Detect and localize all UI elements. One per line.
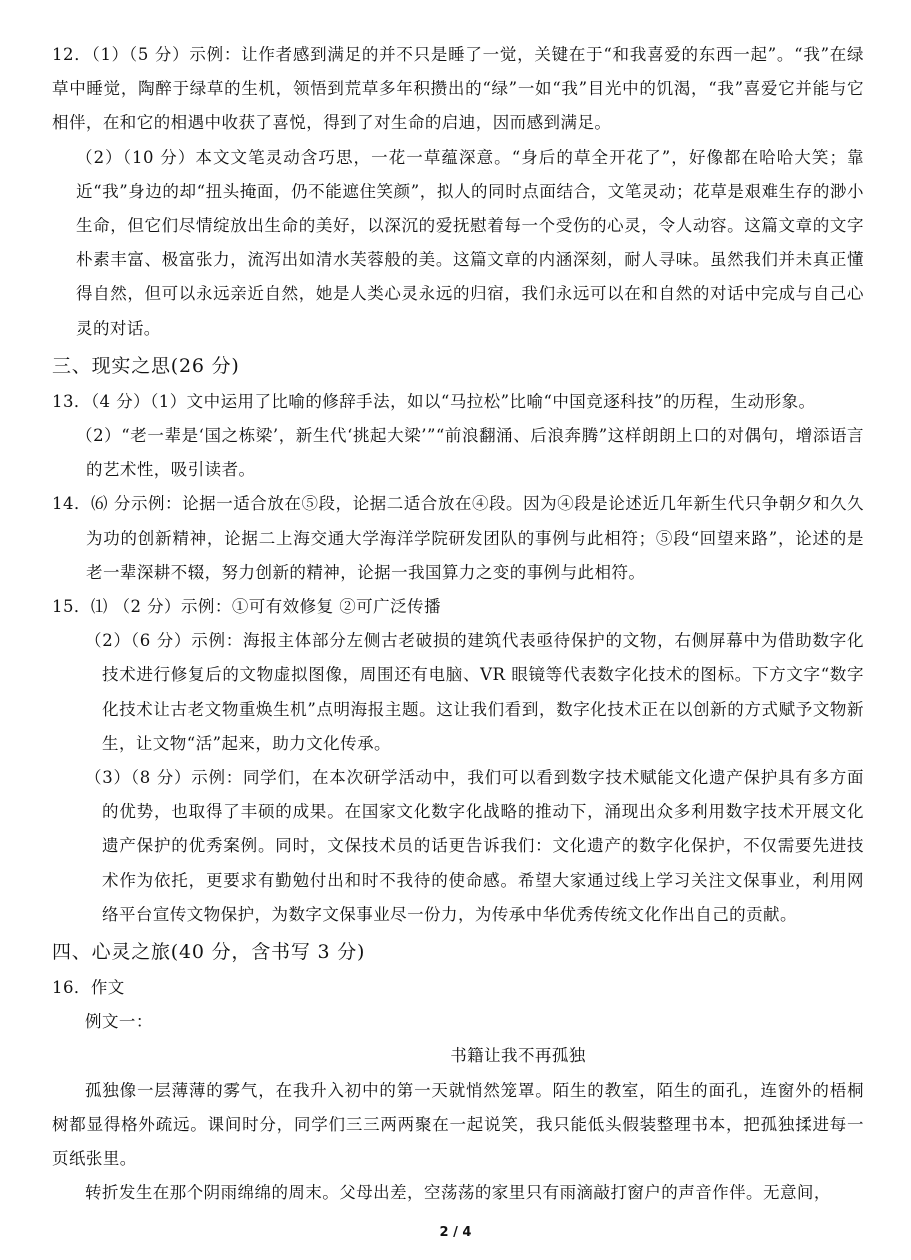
q13-part2: （2）“老一辈是‘国之栋梁’，新生代‘挑起大梁’”“前浪翻涌、后浪奔腾”这样朗朗上口的对偶句，增添语言的艺术性，吸引读者。 bbox=[76, 426, 864, 480]
essay-title: 书籍让我不再孤独 bbox=[450, 1046, 586, 1066]
q12-part2: （2）（10 分）本文文笔灵动含巧思，一花一草蕴深意。“身后的草全开花了”，好像都在哈哈大笑；靠近“我”身边的却“扭头掩面，仍不能遮住笑颜”，拟人的同时点面结合，文笔灵动；花草是艰难生存的渺小生命，但它们尽情绽放出生命的美好，以深沉的爱抚慰着每一个受伤的心灵，令人动容。这篇文章的文字朴素丰富、极富张力，流泻出如清水芙蓉般的美。这篇文章的内涵深刻，耐人寻味。虽然我们并未真正懂得自然，但可以永远亲近自然，她是人类心灵永远的归宿，我们永远可以在和自然的对话中完成与自己心灵的对话。 bbox=[76, 147, 864, 338]
section-4-heading: 四、心灵之旅(40 分，含书写 3 分) bbox=[52, 941, 366, 964]
q15-part2: （2）（6 分）示例：海报主体部分左侧古老破损的建筑代表亟待保护的文物，右侧屏幕中为借助数字化技术进行修复后的文物虚拟图像，周围还有电脑、VR 眼镜等代表数字化技术的图标。下方文字“数字化技术让古老文物重焕生机”点明海报主题。这让我们看到，数字化技术正在以创新的方式赋予文物新生，让文物“活”起来，助力文化传承。 bbox=[85, 631, 864, 753]
q14-answer: 14．⑹ 分示例：论据一适合放在⑤段，论据二适合放在④段。因为④段是论述近几年新生代只争朝夕和久久为功的创新精神，论据二上海交通大学海洋学院研发团队的事例与此相符；⑤段“回望来路”，论述的是老一辈深耕不辍，努力创新的精神，论据一我国算力之变的事例与此相符。 bbox=[52, 494, 864, 582]
answer-content bbox=[52, 38, 864, 1211]
q15-part3: （3）（8 分）示例：同学们，在本次研学活动中，我们可以看到数字技术赋能文化遗产保护具有多方面的优势，也取得了丰硕的成果。在国家文化数字化战略的推动下，涌现出众多利用数字技术开展文化遗产保护的优秀案例。同时，文保技术员的话更告诉我们：文化遗产的数字化保护，不仅需要先进技术作为依托，更要求有勤勉付出和时不我待的使命感。希望大家通过线上学习关注文保事业，利用网络平台宣传文物保护，为数字文保事业尽一份力，为传承中华优秀传统文化作出自己的贡献。 bbox=[85, 768, 864, 924]
page-number: 2 / 4 bbox=[439, 1225, 472, 1240]
q13-part1: 13．（4 分）（1）文中运用了比喻的修辞手法，如以“马拉松”比喻“中国竞逐科技”的历程，生动形象。 bbox=[52, 391, 816, 411]
q15-part1: 15．⑴ （2 分）示例：①可有效修复 ②可广泛传播 bbox=[52, 597, 441, 617]
q12-part1: 12．（1）（5 分）示例：让作者感到满足的并不只是睡了一觉，关键在于“和我喜爱的东西一起”。“我”在绿草中睡觉，陶醉于绿草的生机，领悟到荒草多年积攒出的“绿”一如“我”目光中的饥渴，“我”喜爱它并能与它相伴，在和它的相遇中收获了喜悦，得到了对生命的启迪，因而感到满足。 bbox=[52, 45, 864, 133]
section-3-heading: 三、现实之思(26 分) bbox=[52, 354, 240, 377]
essay-paragraph-2: 转折发生在那个阴雨绵绵的周末。父母出差，空荡荡的家里只有雨滴敲打窗户的声音作伴。无意间， bbox=[85, 1183, 831, 1203]
essay-paragraph-1: 孤独像一层薄薄的雾气，在我升入初中的第一天就悄然笼罩。陌生的教室，陌生的面孔，连窗外的梧桐树都显得格外疏远。课间时分，同学们三三两两聚在一起说笑，我只能低头假装整理书本，把孤独揉进每一页纸张里。 bbox=[52, 1080, 864, 1169]
example-label: 例文一： bbox=[85, 1012, 153, 1032]
q16-label: 16．作文 bbox=[52, 978, 125, 998]
